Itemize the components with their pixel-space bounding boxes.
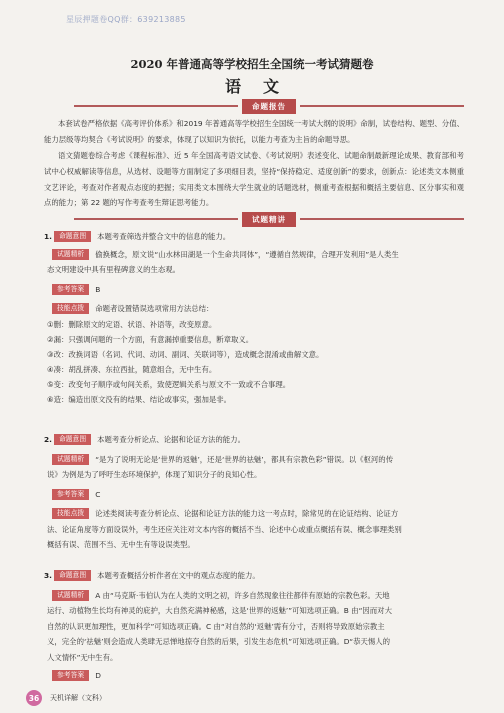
tag-tips: 技能点拨 [52, 508, 89, 519]
section-header-report [74, 100, 464, 112]
tag-intent: 命题意图 [54, 434, 91, 445]
tag-analysis: 试题精析 [52, 454, 89, 465]
question-2 [44, 432, 464, 553]
list-item: ⑤变：改变句子顺序或句间关系，致使逻辑关系与原文不一致或不合事理。 [47, 379, 291, 389]
intent-text: 本题考查分析论点、论据和论证方法的能力。 [97, 435, 245, 444]
analysis-line: 说》为例是为了呼吁生态环境保护，体现了知识分子的良知心性。 [47, 470, 262, 479]
intent-text: 本题考查概括分析作者在文中的观点态度的能力。 [97, 571, 260, 580]
analysis-line: 自然的认识更加理性，更加科学”可知选项正确。C 由“对自然的‘返魅’需有分寸，否则将导致原始宗教主 [47, 621, 385, 631]
subject-title: 语文 [224, 77, 301, 96]
tag-tips: 技能点拨 [52, 303, 89, 314]
analysis-line: 偷换概念，原文说“山水林田湖是一个生命共同体”，“遵循自然规律，合理开发利用”是人类生 [95, 249, 399, 259]
answer-text: D [95, 671, 101, 680]
report-paragraph-1: 本套试卷严格依据《高考评价体系》和2019 年普通高等学校招生全国统一考试大纲的说明》命制，试卷结构、题型、分值、能力层级等均契合《考试说明》的要求，体现了以知识为依托，以能力考查为主旨的命题导思。 [44, 119, 464, 144]
tag-answer: 参考答案 [52, 284, 89, 295]
section-header-questions [74, 213, 464, 225]
book-title: 天机详解（文科） [50, 694, 106, 702]
tips-text: 命题者设置错误选项常用方法总结： [95, 304, 214, 313]
analysis-line: “是为了说明无论是‘世界的返魅’，还是‘世界的祛魅’，都具有宗教色彩”错误。以《枢河的传 [95, 454, 394, 464]
analysis-line: A 由“马克斯·韦伯认为在人类的文明之初，许多自然现象往往都伴有原始的宗教色彩。天地 [95, 590, 390, 600]
tag-answer: 参考答案 [52, 489, 89, 500]
list-item: ⑥造：编造出原文没有的结果、结论或事实，强加是非。 [47, 394, 232, 404]
question-number: 1. [44, 232, 52, 241]
option-list [44, 317, 464, 407]
tips-line: 概括有误、范围不当、无中生有等设误类型。 [47, 540, 195, 549]
question-number: 3. [44, 571, 52, 580]
analysis-line: 义，完全的‘祛魅’则会造成人类肆无忌惮地掠夺自然的后果，引发生态危机”可知选项正确。D“恭天惕人的 [47, 637, 391, 646]
tips-line: 法、论证角度等方面设误外，考生还应关注对文本内容的概括不当、论述中心或重点概括有误、概念事理类别 [47, 524, 402, 534]
question-1 [44, 229, 464, 407]
intent-text: 本题考查筛选并整合文中的信息的能力。 [97, 232, 231, 241]
tag-intent: 命题意图 [54, 570, 91, 581]
page-footer [26, 690, 106, 706]
tag-intent: 命题意图 [54, 231, 91, 242]
list-item: ③改：改换词语（名词、代词、动词、副词、关联词等），造成概念混淆或曲解文意。 [47, 349, 324, 359]
analysis-line: 态文明建设中具有里程碑意义的生态观。 [47, 265, 181, 274]
answer-text: C [95, 489, 101, 499]
page-title: 2020 年普通高等学校招生全国统一考试猜题卷 [130, 57, 374, 71]
list-item: ②漏：只强调问题的一个方面，有意漏掉重要信息，断章取义。 [47, 334, 254, 344]
list-item: ④凑：胡乱拼凑、东拉西扯，随意组合，无中生有。 [47, 364, 217, 374]
question-number: 2. [44, 435, 52, 444]
section-label: 命题报告 [242, 99, 296, 114]
question-3 [44, 568, 464, 684]
section-label: 试题精讲 [242, 212, 296, 227]
report-paragraph-2: 语文猜题卷综合考虑《课程标准》、近 5 年全国高考语文试卷、《考试说明》表述变化、试题命制最新理论成果、教育部和考试中心权威解读等信息，从选材、设题等方面制定了多项细目表，坚持“保持稳定、适度创新”的要求，创新点：论述类文本侧重文艺评论，考查对作者观点态度的把握；实用类文本围绕大学生就业的话题选材，侧重考查根据和概括主要信息、区分事实和观点的能力；第 22 题的写作考查考生辩证思考能力。 [44, 151, 464, 208]
analysis-line: 人文情怀”无中生有。 [47, 652, 118, 662]
answer-text: B [95, 284, 101, 294]
tag-answer: 参考答案 [52, 670, 89, 681]
tag-analysis: 试题精析 [52, 249, 89, 260]
analysis-line: 运行、动植物生长均有神灵的庇护，大自然充满神秘感，这是‘世界的返魅’”可知选项正确。B 由“因而对大 [47, 606, 392, 615]
page-number: 36 [26, 690, 42, 706]
list-item: ①删：删除原文的定语、状语、补语等，改变原意。 [47, 319, 217, 329]
tips-line: 论述类阅读考查分析论点、论据和论证方法的能力这一考点时，除常见的在论证结构、论证方 [95, 509, 399, 518]
watermark: 星辰押题卷QQ群：639213885 [66, 15, 186, 24]
tag-analysis: 试题精析 [52, 590, 89, 601]
